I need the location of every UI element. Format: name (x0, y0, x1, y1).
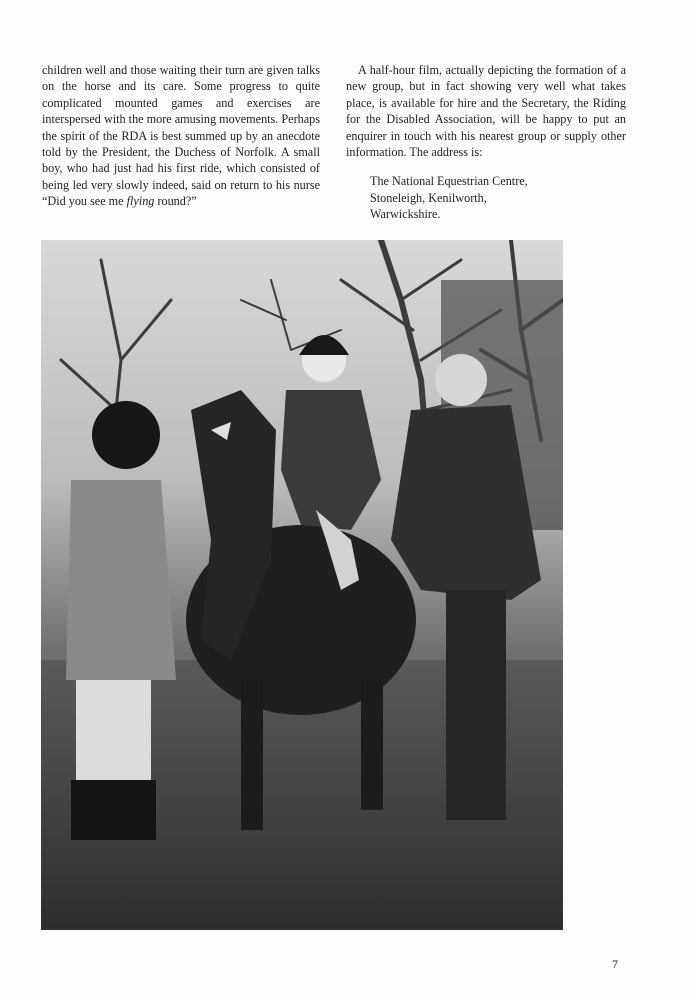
left-paragraph-ending: round?” (154, 194, 197, 209)
right-paragraph: A half-hour film, actually depicting the formation of a new group, but in fact showing very well what takes place, is available for hire and the Secretary, the Riding for the Disabled Association, will be happy to put an enquirer in touch with his nearest group or supply other information. The address is: (346, 63, 626, 160)
italic-word: flying (126, 194, 155, 209)
address-line-3: Warwickshire. (370, 207, 441, 222)
address-line-2: Stoneleigh, Kenilworth, (370, 190, 487, 205)
photo-illustration (41, 240, 563, 930)
left-paragraph-text: children well and those waiting their turn are given talks on the horse and its care. Some progress to quite complicated mounted games and exercises are interspersed with the more amusing movements. Perhaps the spirit of the RDA is best summed up by an anecdote told by the President, the Duchess of Norfolk. A small boy, who had just had his first ride, which consisted of being led very slowly indeed, said on return to his nurse “Did you see me (42, 63, 320, 209)
woman-legs (446, 590, 506, 820)
left-text-column (42, 62, 320, 210)
address-line-1: The National Equestrian Centre, (370, 174, 528, 189)
girl-legs (76, 680, 151, 790)
right-text-column (346, 62, 626, 223)
pony-leg-front (241, 680, 263, 830)
address-block (370, 173, 626, 222)
girl-coat (66, 480, 176, 680)
girl-head (92, 401, 160, 469)
page-number: 7 (612, 957, 618, 971)
riding-photograph (41, 240, 563, 930)
pony-leg-back (361, 680, 383, 810)
girl-boots (71, 780, 156, 840)
woman-face (435, 354, 487, 406)
left-paragraph (42, 62, 320, 210)
